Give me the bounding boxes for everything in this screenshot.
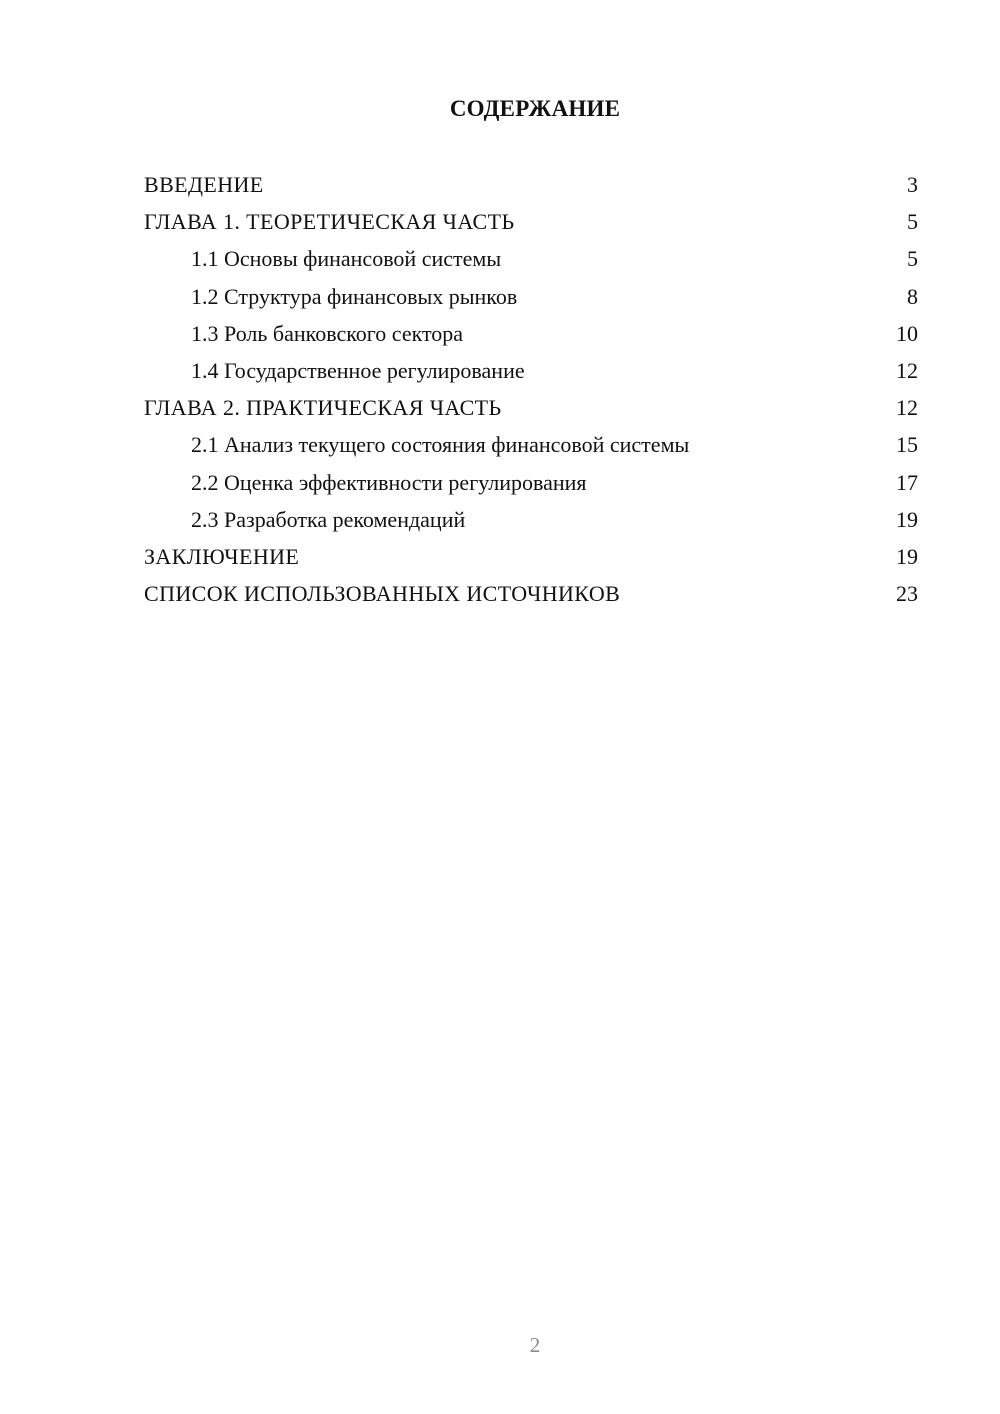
toc-entry-page: 17: [896, 469, 918, 495]
toc-entry-label: 1.2 Структура финансовых рынков: [191, 283, 518, 309]
toc-entry-page: 19: [896, 543, 918, 569]
toc-entry-page: 5: [907, 246, 918, 272]
toc-entry: [144, 203, 918, 240]
toc-entry: [144, 389, 918, 426]
toc-entry-page: 23: [896, 581, 918, 607]
toc-entry-label: ГЛАВА 1. ТЕОРЕТИЧЕСКАЯ ЧАСТЬ: [144, 209, 515, 235]
toc-entry-label: ВВЕДЕНИЕ: [144, 172, 264, 197]
toc-entry-label: 1.4 Государственное регулирование: [191, 357, 525, 383]
toc-subentry: [144, 426, 918, 463]
toc-entry-label: 2.1 Анализ текущего состояния финансовой системы: [191, 432, 690, 458]
toc-entry-page: 3: [907, 172, 918, 197]
toc-entry-label: 2.2 Оценка эффективности регулирования: [191, 469, 587, 495]
table-of-contents: [144, 166, 918, 612]
toc-entry: [144, 538, 918, 575]
toc-entry-label: ГЛАВА 2. ПРАКТИЧЕСКАЯ ЧАСТЬ: [144, 395, 502, 421]
toc-entry-label: 1.3 Роль банковского сектора: [191, 320, 464, 346]
toc-entry-label: 2.3 Разработка рекомендаций: [191, 506, 466, 532]
toc-entry-label: ЗАКЛЮЧЕНИЕ: [144, 543, 300, 569]
toc-subentry: [144, 240, 918, 277]
toc-entry-page: 12: [896, 395, 918, 421]
toc-entry-page: 15: [896, 432, 918, 458]
toc-entry-page: 8: [907, 283, 918, 309]
toc-entry-page: 19: [896, 506, 918, 532]
toc-entry-page: 10: [896, 320, 918, 346]
toc-entry: [144, 575, 918, 612]
toc-subentry: [144, 501, 918, 538]
toc-entry: [144, 166, 918, 203]
toc-entry-label: 1.1 Основы финансовой системы: [191, 246, 502, 272]
toc-subentry: [144, 464, 918, 501]
toc-subentry: [144, 315, 918, 352]
toc-entry-page: 12: [896, 357, 918, 383]
toc-title: СОДЕРЖАНИЕ: [449, 96, 621, 121]
page-number: 2: [529, 1333, 541, 1357]
toc-subentry: [144, 352, 918, 389]
toc-subentry: [144, 278, 918, 315]
toc-entry-label: СПИСОК ИСПОЛЬЗОВАННЫХ ИСТОЧНИКОВ: [144, 581, 621, 607]
toc-entry-page: 5: [907, 209, 918, 235]
